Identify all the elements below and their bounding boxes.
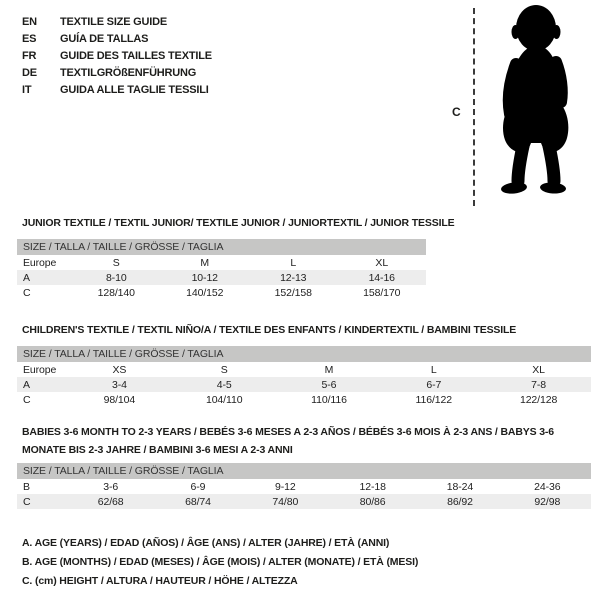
guide-title: TEXTILGRÖßENFÜHRUNG <box>60 66 197 79</box>
table-cell: 4-5 <box>216 378 232 391</box>
guide-title: GUÍA DE TALLAS <box>60 32 149 45</box>
table-cell: 10-12 <box>191 271 218 284</box>
language-title-list <box>22 13 212 98</box>
table-cell: XL <box>375 256 389 269</box>
language-code: DE <box>22 66 37 79</box>
table-cell: 6-7 <box>426 378 442 391</box>
children-size-table <box>17 346 591 407</box>
language-code: IT <box>22 83 32 96</box>
footnotes <box>22 534 418 591</box>
table-cell: M <box>200 256 210 269</box>
table-cell: L <box>430 363 437 376</box>
table-cell: XL <box>532 363 545 376</box>
table-cell: 98/104 <box>103 393 136 406</box>
table-cell: 74/80 <box>272 495 299 508</box>
guide-title: TEXTILE SIZE GUIDE <box>60 15 168 28</box>
babies-section-heading: BABIES 3-6 MONTH TO 2-3 YEARS / BEBÉS 3-6 MESES A 2-3 AÑOS / BÉBÉS 3-6 MOIS À 2-3 ANS / BABYS 3-6 MONATE BIS 2-3 JAHRE / BAMBINI 3-6 MESI A 2-3 ANNI <box>22 426 554 456</box>
row-label: Europe <box>23 256 57 269</box>
height-measure-line <box>473 8 475 206</box>
table-row <box>17 392 591 407</box>
table-row <box>17 362 591 377</box>
list-item <box>22 64 212 81</box>
table-row <box>17 285 426 300</box>
guide-title: GUIDA ALLE TAGLIE TESSILI <box>60 83 209 96</box>
table-cell: M <box>324 363 334 376</box>
children-section-heading: CHILDREN'S TEXTILE / TEXTIL NIÑO/A / TEXTILE DES ENFANTS / KINDERTEXTIL / BAMBINI TESSILE <box>22 324 517 336</box>
table-row <box>17 255 426 270</box>
table-cell: XS <box>112 363 127 376</box>
table-cell: S <box>220 363 228 376</box>
row-label: Europe <box>23 363 57 376</box>
footnote-age-months: B. AGE (MONTHS) / EDAD (MESES) / ÂGE (MOIS) / ALTER (MONATE) / ETÀ (MESI) <box>22 556 419 568</box>
table-cell: 122/128 <box>519 393 558 406</box>
table-cell: 8-10 <box>105 271 127 284</box>
table-cell: 6-9 <box>190 480 206 493</box>
baby-silhouette-icon <box>484 2 588 208</box>
row-label: C <box>23 495 31 508</box>
table-cell: 86/92 <box>447 495 473 508</box>
junior-size-table <box>17 239 426 300</box>
table-cell: 7-8 <box>531 378 547 391</box>
table-cell: 80/86 <box>359 495 386 508</box>
footnote-age-years: A. AGE (YEARS) / EDAD (AÑOS) / ÂGE (ANS) / ALTER (JAHRE) / ETÀ (ANNI) <box>22 537 390 549</box>
table-cell: 62/68 <box>97 495 124 508</box>
junior-section-heading: JUNIOR TEXTILE / TEXTIL JUNIOR/ TEXTILE JUNIOR / JUNIORTEXTIL / JUNIOR TESSILE <box>22 217 455 229</box>
guide-title: GUIDE DES TAILLES TEXTILE <box>60 49 212 62</box>
table-cell: 104/110 <box>205 393 243 406</box>
size-bar: SIZE / TALLA / TAILLE / GRÖSSE / TAGLIA <box>17 463 591 479</box>
table-cell: 5-6 <box>321 378 337 391</box>
language-code: EN <box>22 15 37 28</box>
table-cell: 116/122 <box>415 393 453 406</box>
table-cell: 110/116 <box>311 393 347 406</box>
row-label: C <box>23 393 31 406</box>
size-bar: SIZE / TALLA / TAILLE / GRÖSSE / TAGLIA <box>17 239 426 255</box>
table-cell: 12-18 <box>359 480 386 493</box>
footnote-height-cm: C. (cm) HEIGHT / ALTURA / HAUTEUR / HÖHE / ALTEZZA <box>22 575 298 587</box>
row-label: B <box>23 480 30 493</box>
table-cell: 14-16 <box>368 271 395 284</box>
row-label: A <box>23 271 30 284</box>
table-row <box>17 377 591 392</box>
table-row <box>17 270 426 285</box>
table-cell: 24-36 <box>534 480 561 493</box>
row-label: C <box>23 286 31 299</box>
babies-size-table <box>17 463 591 509</box>
list-item <box>22 30 212 47</box>
table-cell: 140/152 <box>186 286 224 299</box>
list-item <box>22 81 212 98</box>
table-cell: S <box>112 256 120 269</box>
table-row <box>17 479 591 494</box>
table-cell: 68/74 <box>185 495 211 508</box>
table-cell: 3-6 <box>103 480 119 493</box>
table-cell: 18-24 <box>446 480 474 493</box>
row-label: A <box>23 378 30 391</box>
height-measure-label: C <box>452 105 461 119</box>
height-figure <box>440 0 600 215</box>
size-bar: SIZE / TALLA / TAILLE / GRÖSSE / TAGLIA <box>17 346 591 362</box>
language-code: ES <box>22 32 37 45</box>
table-cell: 12-13 <box>280 271 307 284</box>
table-cell: 152/158 <box>274 286 312 299</box>
table-row <box>17 494 591 509</box>
table-cell: L <box>290 256 297 269</box>
table-cell: 92/98 <box>534 495 561 508</box>
list-item <box>22 47 212 64</box>
list-item <box>22 13 212 30</box>
table-cell: 128/140 <box>97 286 135 299</box>
table-cell: 9-12 <box>275 480 296 493</box>
table-cell: 158/170 <box>363 286 401 299</box>
language-code: FR <box>22 49 37 62</box>
table-cell: 3-4 <box>111 378 127 391</box>
